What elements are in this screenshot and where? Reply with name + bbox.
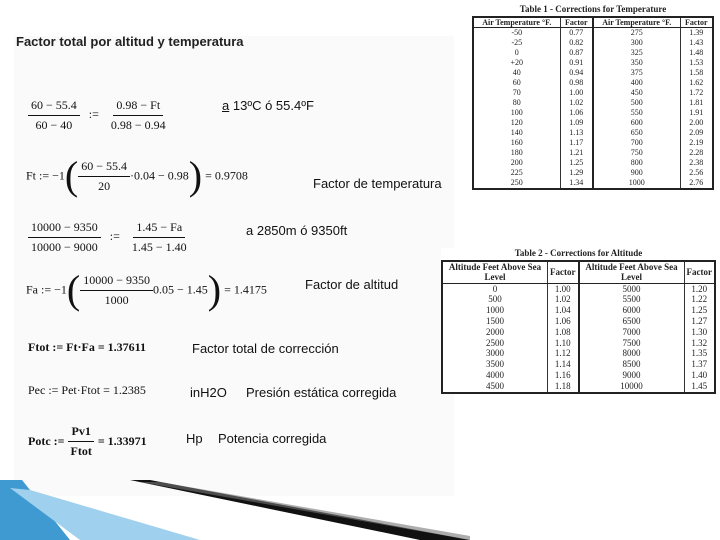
table-row: [473, 108, 713, 118]
table-row: [473, 88, 713, 98]
table1-header-1: Factor: [560, 17, 593, 28]
table-cell: 40: [473, 68, 560, 78]
table-cell: 1.53: [680, 58, 713, 68]
table-cell: 450: [593, 88, 680, 98]
table-cell: 1.06: [548, 316, 579, 327]
table-row: [442, 305, 715, 316]
table-cell: 400: [593, 78, 680, 88]
equation-temperature-factor: Ft := −1( $\frac{60 - 55.4}{20}$ ·0.04 − 0.98) = 0.9708: [26, 153, 248, 198]
table-cell: 1.45: [684, 381, 715, 393]
table-cell: 1.39: [680, 28, 713, 39]
table-cell: 1000: [442, 305, 548, 316]
corrected-pressure-label: Presión estática corregida: [246, 385, 397, 400]
table-row: [442, 381, 715, 393]
altitude-correction-table: [441, 248, 716, 394]
table-cell: 1.00: [560, 88, 593, 98]
table-cell: 300: [593, 38, 680, 48]
table-cell: 60: [473, 78, 560, 88]
table-cell: 3000: [442, 348, 548, 359]
table-row: [473, 128, 713, 138]
table1-header-3: Factor: [680, 17, 713, 28]
table-cell: 5000: [579, 283, 685, 294]
table-row: [473, 148, 713, 158]
table-cell: 1.16: [548, 370, 579, 381]
table-cell: 375: [593, 68, 680, 78]
table-cell: 1.21: [560, 148, 593, 158]
table-cell: 1.12: [548, 348, 579, 359]
table1-header-2: Air Temperature °F.: [593, 17, 680, 28]
table-cell: 1.17: [560, 138, 593, 148]
table-cell: 10000: [579, 381, 685, 393]
table-cell: 1.72: [680, 88, 713, 98]
table-cell: 1.43: [680, 38, 713, 48]
table-cell: 3500: [442, 359, 548, 370]
table2-header-3: Factor: [684, 261, 715, 283]
table-row: [442, 348, 715, 359]
table-row: [442, 283, 715, 294]
table-cell: 1.58: [680, 68, 713, 78]
table1: [472, 16, 714, 190]
table-cell: 550: [593, 108, 680, 118]
table2-header-2: Altitude Feet Above Sea Level: [579, 261, 685, 283]
table-cell: 2500: [442, 338, 548, 349]
corrected-power-label: Potencia corregida: [218, 431, 327, 446]
table-cell: 1.25: [684, 305, 715, 316]
table-cell: 0.87: [560, 48, 593, 58]
table-row: [473, 28, 713, 39]
table-cell: 100: [473, 108, 560, 118]
altitude-note: a 2850m ó 9350ft: [246, 223, 348, 238]
table-cell: 250: [473, 178, 560, 189]
table-cell: 2.38: [680, 158, 713, 168]
table-cell: 1.48: [680, 48, 713, 58]
table2-title: Table 2 - Corrections for Altitude: [514, 248, 643, 258]
table-cell: 1.08: [548, 327, 579, 338]
table-cell: 1.02: [548, 294, 579, 305]
table-cell: 140: [473, 128, 560, 138]
table-cell: +20: [473, 58, 560, 68]
pressure-unit: inH2O: [190, 385, 227, 400]
table-cell: 275: [593, 28, 680, 39]
table-cell: 1.04: [548, 305, 579, 316]
table2: [441, 260, 716, 394]
table-row: [473, 168, 713, 178]
table-cell: 325: [593, 48, 680, 58]
table-cell: 120: [473, 118, 560, 128]
table-cell: 1.25: [560, 158, 593, 168]
table-cell: 5500: [579, 294, 685, 305]
table-row: [473, 138, 713, 148]
equation-altitude-interpolation: $\frac{10000 - 9350}{10000 - 9000}$ := $\frac{1.45 - Fa}{1.45 - 1.40}$: [28, 220, 190, 255]
table-cell: 9000: [579, 370, 685, 381]
table-cell: 2.76: [680, 178, 713, 189]
table-cell: 0.91: [560, 58, 593, 68]
table-cell: 0: [442, 283, 548, 294]
table-row: [442, 359, 715, 370]
table-cell: 7500: [579, 338, 685, 349]
table-cell: 2.00: [680, 118, 713, 128]
table-cell: 6500: [579, 316, 685, 327]
table-row: [442, 370, 715, 381]
table-cell: 0: [473, 48, 560, 58]
table-cell: 600: [593, 118, 680, 128]
table-cell: 500: [593, 98, 680, 108]
table-cell: 0.82: [560, 38, 593, 48]
table-cell: 70: [473, 88, 560, 98]
table1-header-0: Air Temperature °F.: [473, 17, 560, 28]
table-cell: 750: [593, 148, 680, 158]
table1-title: Table 1 - Corrections for Temperature: [519, 4, 667, 14]
equation-corrected-pressure: Pec := Pet·Ftot = 1.2385: [28, 383, 146, 397]
table-cell: 6000: [579, 305, 685, 316]
table-row: [442, 294, 715, 305]
table-row: [473, 38, 713, 48]
table-cell: 1.10: [548, 338, 579, 349]
table-row: [473, 78, 713, 88]
table-cell: 500: [442, 294, 548, 305]
total-factor-label: Factor total de corrección: [192, 341, 339, 356]
table-cell: 900: [593, 168, 680, 178]
table2-header-1: Factor: [548, 261, 579, 283]
table2-header-0: Altitude Feet Above Sea Level: [442, 261, 548, 283]
equation-total-factor: Ftot := Ft·Fa = 1.37611: [28, 340, 146, 354]
table-cell: 1.62: [680, 78, 713, 88]
table-cell: 80: [473, 98, 560, 108]
table-cell: 350: [593, 58, 680, 68]
table-cell: 1.37: [684, 359, 715, 370]
table-cell: 1.34: [560, 178, 593, 189]
table-row: [442, 327, 715, 338]
equation-corrected-power: Potc := $\frac{Pv1}{\text{Ftot}}$ = 1.33971: [28, 424, 147, 458]
table-cell: 0.94: [560, 68, 593, 78]
table-cell: 800: [593, 158, 680, 168]
table-cell: 650: [593, 128, 680, 138]
table-cell: 1.30: [684, 327, 715, 338]
table-cell: 1.91: [680, 108, 713, 118]
table-cell: -25: [473, 38, 560, 48]
table-cell: 1.29: [560, 168, 593, 178]
equation-temperature-interpolation: $\frac{60 - 55.4}{60 - 40}$ := $\frac{0.98 - Ft}{0.98 - 0.94}$: [28, 98, 169, 133]
power-unit: Hp: [186, 431, 203, 446]
table-cell: 1.81: [680, 98, 713, 108]
table-cell: 1.22: [684, 294, 715, 305]
altitude-factor-label: Factor de altitud: [305, 277, 399, 292]
table-row: [442, 338, 715, 349]
table-cell: 1000: [593, 178, 680, 189]
table-cell: 0.98: [560, 78, 593, 88]
table-cell: 1.13: [560, 128, 593, 138]
table-row: [442, 316, 715, 327]
table-cell: 7000: [579, 327, 685, 338]
table-cell: 180: [473, 148, 560, 158]
temperature-factor-label: Factor de temperatura: [313, 176, 442, 191]
table-cell: 8500: [579, 359, 685, 370]
temperature-correction-table: [472, 4, 714, 190]
table-cell: 0.77: [560, 28, 593, 39]
table-cell: 1.20: [684, 283, 715, 294]
table-cell: 1.40: [684, 370, 715, 381]
decorative-corner: [0, 480, 470, 540]
table-cell: 1.35: [684, 348, 715, 359]
table-cell: 2.09: [680, 128, 713, 138]
table-cell: 1.06: [560, 108, 593, 118]
table-row: [473, 68, 713, 78]
table-row: [473, 98, 713, 108]
table-cell: 1.32: [684, 338, 715, 349]
table-cell: 1.00: [548, 283, 579, 294]
temperature-note: a 13ºC ó 55.4ºF: [222, 98, 314, 113]
table-cell: 2.56: [680, 168, 713, 178]
equation-altitude-factor: Fa := −1( $\frac{10000 - 9350}{1000}$ 0.05 − 1.45) = 1.4175: [26, 267, 267, 312]
table-cell: 2.28: [680, 148, 713, 158]
table-cell: 2000: [442, 327, 548, 338]
table-row: [473, 178, 713, 189]
table-cell: 1.14: [548, 359, 579, 370]
table-cell: 4500: [442, 381, 548, 393]
table-row: [473, 158, 713, 168]
table-cell: 1.02: [560, 98, 593, 108]
table-row: [473, 118, 713, 128]
table-cell: 200: [473, 158, 560, 168]
table-row: [473, 48, 713, 58]
table-cell: 1.18: [548, 381, 579, 393]
table-cell: 4000: [442, 370, 548, 381]
table-cell: 1.09: [560, 118, 593, 128]
table-cell: 225: [473, 168, 560, 178]
table-cell: 1500: [442, 316, 548, 327]
slide-title: Factor total por altitud y temperatura: [16, 34, 244, 49]
table-cell: 1.27: [684, 316, 715, 327]
table-cell: -50: [473, 28, 560, 39]
table-cell: 2.19: [680, 138, 713, 148]
table-cell: 160: [473, 138, 560, 148]
table-cell: 700: [593, 138, 680, 148]
table-cell: 8000: [579, 348, 685, 359]
table-row: [473, 58, 713, 68]
